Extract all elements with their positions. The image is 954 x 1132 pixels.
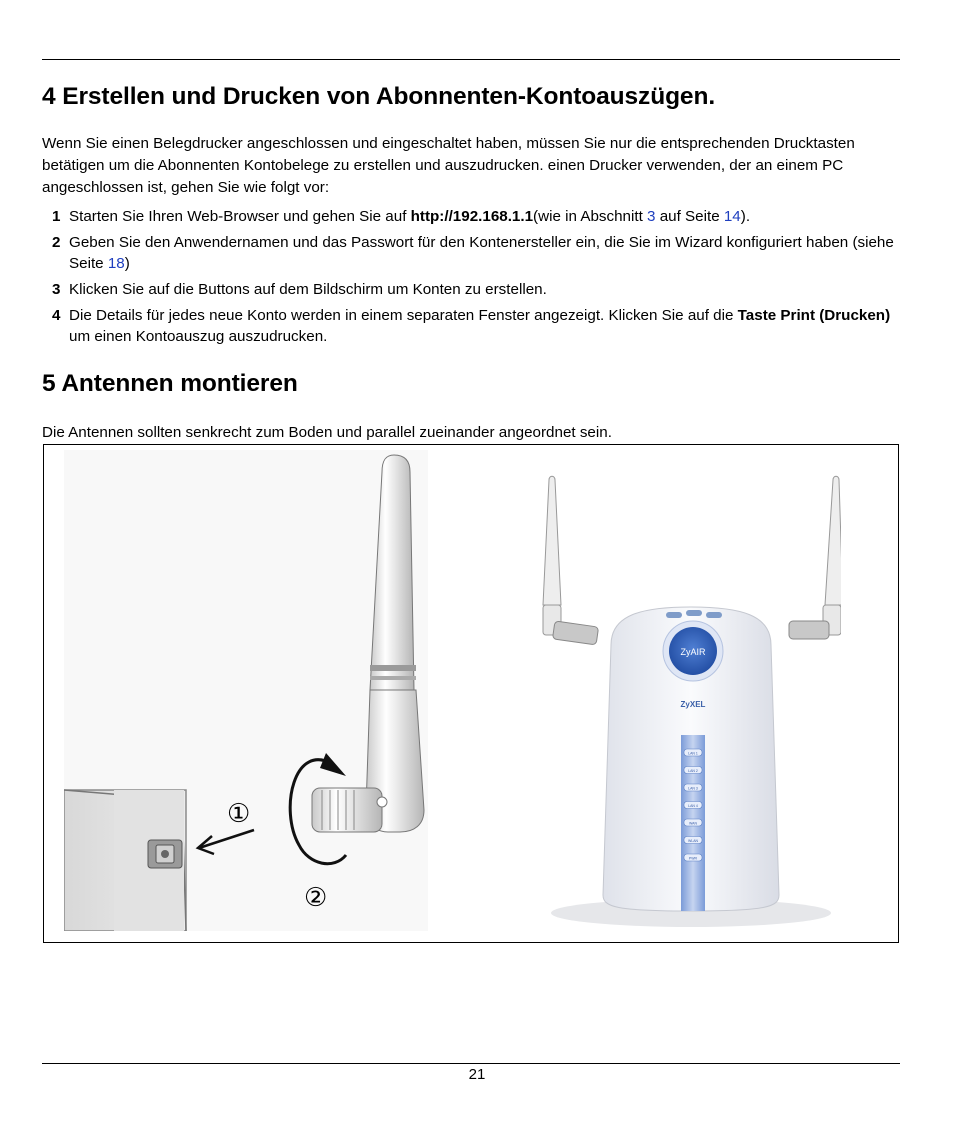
list-item: [42, 232, 902, 274]
list-item: [42, 279, 902, 300]
step-number: 2: [52, 234, 61, 251]
brand-badge-text: ZyAIR: [680, 647, 706, 657]
page-number: 21: [468, 1066, 486, 1083]
steps-list: [42, 206, 902, 352]
section-link[interactable]: 3: [647, 208, 656, 225]
router-photo: [541, 455, 841, 935]
list-item: [42, 206, 902, 227]
step-text: Die Details für jedes neue Konto werden in einem separaten Fenster angezeigt. Klicken Sie auf die: [69, 307, 738, 324]
step-text: ).: [740, 208, 751, 225]
step-text: Klicken Sie auf die Buttons auf dem Bildschirm um Konten zu erstellen.: [69, 281, 547, 298]
page-link[interactable]: 18: [107, 255, 125, 272]
step-text: Geben Sie den Anwendernamen und das Passwort für den Kontenersteller ein, die Sie im Wizard konfiguriert haben (siehe Seite: [69, 234, 894, 272]
connector-icon: [148, 840, 182, 868]
led-label: PWR: [688, 856, 698, 861]
brand-name: ZyXEL: [680, 700, 706, 709]
led-label: LAN 4: [688, 804, 698, 808]
led-label: LAN 3: [688, 786, 698, 791]
button-name-text: Taste Print (Drucken): [737, 307, 891, 324]
right-antenna-icon: [789, 476, 841, 639]
antenna-mounting-illustration: [64, 450, 428, 931]
step-marker-2: ②: [304, 883, 328, 913]
led-label: WAN: [688, 821, 698, 826]
led-label: WLAN: [687, 839, 699, 843]
step-number: 4: [52, 307, 61, 324]
step-marker-1: ①: [227, 799, 251, 829]
footer-rule: [42, 1063, 900, 1064]
section-4-intro: Wenn Sie einen Belegdrucker angeschlossen und eingeschaltet haben, müssen Sie nur die entsprechenden Drucktasten betätigen um die Abonnenten Kontobelege zu erstellen und auszudrucken. einen Drucker verwenden, der an einem PC angeschlossen ist, gehen Sie wie folgt vor:: [42, 135, 855, 196]
step-text: auf Seite: [655, 208, 724, 225]
list-item: [42, 305, 902, 347]
led-label: LAN 2: [688, 769, 698, 773]
section-5-heading: 5 Antennen montieren: [42, 370, 298, 397]
section-5-text: Die Antennen sollten senkrecht zum Boden und parallel zueinander angeordnet sein.: [42, 424, 612, 441]
antenna-figure: [43, 444, 899, 943]
led-label: LAN 1: [688, 751, 698, 756]
page-link[interactable]: 14: [723, 208, 741, 225]
step-text: um einen Kontoauszug auszudrucken.: [69, 328, 328, 345]
step-number: 3: [52, 281, 61, 298]
step-number: 1: [52, 208, 61, 225]
step-text: (wie in Abschnitt: [533, 208, 648, 225]
header-rule: [42, 59, 900, 60]
left-antenna-icon: [543, 476, 599, 645]
url-text: http://192.168.1.1: [410, 208, 534, 225]
section-4-heading: 4 Erstellen und Drucken von Abonnenten-Kontoauszügen.: [42, 83, 716, 110]
step-text: Starten Sie Ihren Web-Browser und gehen Sie auf: [69, 208, 411, 225]
step-text: ): [124, 255, 130, 272]
